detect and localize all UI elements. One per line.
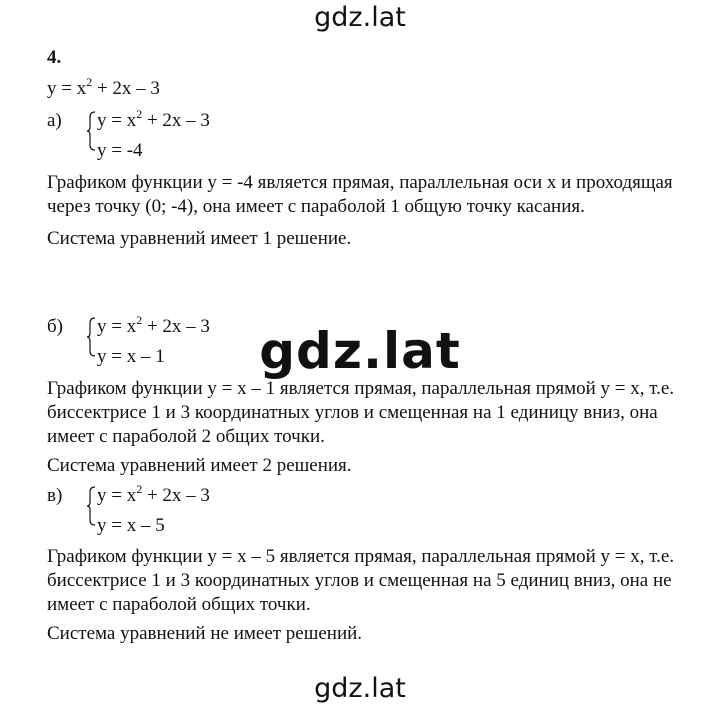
brace-icon: [86, 111, 96, 151]
part-a-equation-2: y = -4: [97, 140, 143, 161]
task-number: 4.: [47, 47, 62, 68]
brace-icon: [86, 486, 96, 526]
part-a-equation-1: $y = x^2 + 2x - 3$: [97, 106, 210, 131]
main-equation: $y = x^2 + 2x - 3$: [47, 74, 160, 99]
part-c-equation-2: y = x – 5: [97, 515, 165, 536]
part-b-conclusion: Система уравнений имеет 2 решения.: [47, 455, 352, 476]
part-c-equation-1: $y = x^2 + 2x - 3$: [97, 481, 210, 506]
watermark-bottom: gdz.lat: [314, 673, 406, 704]
part-a-conclusion: Система уравнений имеет 1 решение.: [47, 228, 352, 249]
part-b-explanation: Графиком функции y = x – 1 является прямая, параллельная прямой y = x, т.е. биссектрисе 1 и 3 координатных углов и смещенная на 1 единицу вниз, она имеет с параболой 2 общих точки.: [47, 378, 675, 447]
part-b-label: б): [47, 316, 63, 337]
part-c-explanation: Графиком функции y = x – 5 является прямая, параллельная прямой y = x, т.е. биссектрисе 1 и 3 координатных углов и смещенная на 5 единиц вниз, она не имеет с параболой общих точки.: [47, 546, 675, 615]
part-a-label: а): [47, 110, 62, 131]
part-c-conclusion: Система уравнений не имеет решений.: [47, 623, 363, 644]
watermark-top: gdz.lat: [314, 2, 406, 33]
watermark-middle: gdz.lat: [259, 322, 461, 380]
part-b-equation-1: $y = x^2 + 2x - 3$: [97, 312, 210, 337]
part-b-equation-2: y = x – 1: [97, 346, 165, 367]
part-c-label: в): [47, 485, 63, 506]
part-a-explanation: Графиком функции y = -4 является прямая, параллельная оси x и проходящая через точку (0; -4), она имеет с параболой 1 общую точку касания.: [47, 172, 673, 217]
